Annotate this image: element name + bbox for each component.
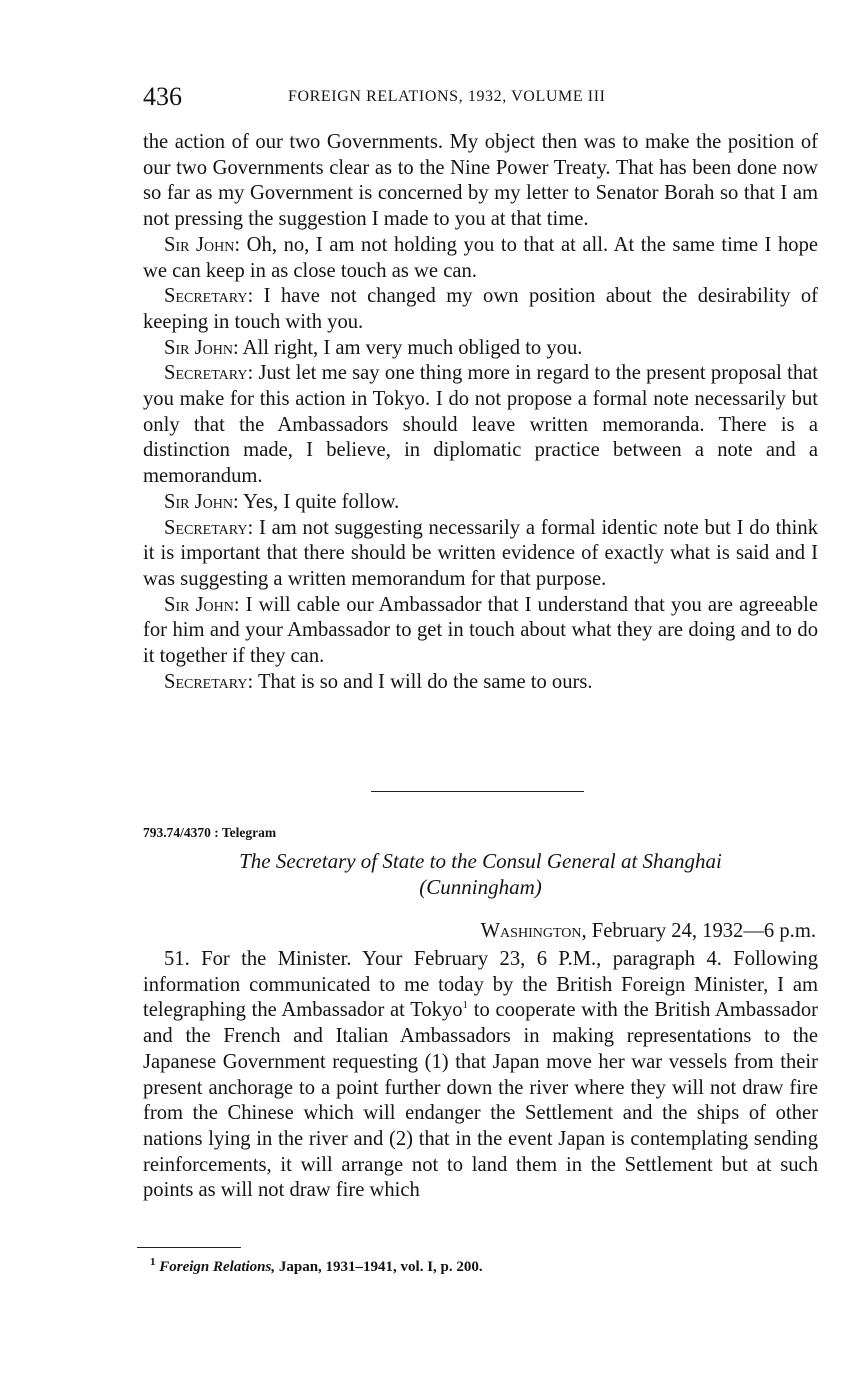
footnote-number: 1 [150, 1256, 156, 1268]
paragraph-text: All right, I am very much obliged to you. [238, 336, 583, 359]
paragraph-text: I will cable our Ambassador that I understand that you are agreeable for him and your Ambassador to get in touch about what they are doing and to do it together if they can. [143, 593, 819, 668]
paragraph [143, 336, 818, 362]
dateline [143, 920, 816, 943]
paragraph [143, 130, 818, 233]
speaker-label: Sir John: [164, 233, 241, 256]
footnote-text: Japan, 1931–1941, vol. I, p. 200. [275, 1259, 483, 1275]
dateline-place: Washington, [480, 920, 587, 942]
paragraph-text: I am not suggesting necessarily a formal identic note but I do think it is important that there should be written evidence of exactly what is said and I was suggesting a written memorandum for that purpose. [143, 516, 818, 590]
paragraph-text: That is so and I will do the same to ours. [253, 670, 593, 693]
paragraph [143, 490, 818, 516]
speaker-label: Sir John: [164, 490, 239, 513]
footnote-title: Foreign Relations, [159, 1259, 276, 1275]
paragraph-text: to cooperate with the British Ambassador and the French and Italian Ambassadors in making representations to the Japanese Government requesting (1) that Japan move her war vessels from their present anchorage to a point further down the river where they will not draw fire from the Chinese which will endanger the Settlement and the ships of other nations lying in the river and (2) that in the event Japan is contemplating sending reinforcements, it will arrange not to land them in the Settlement but at such points as will not draw fire which [143, 999, 818, 1202]
running-head: FOREIGN RELATIONS, 1932, VOLUME III [288, 88, 606, 105]
file-reference: 793.74/4370 : Telegram [143, 825, 277, 840]
paragraph [143, 593, 818, 670]
paragraph [143, 233, 818, 284]
paragraph-text: the action of our two Governments. My object then was to make the position of our two Governments clear as to the Nine Power Treaty. That has been done now so far as my Government is concerned by my letter to Senator Borah so that I am not pressing the suggestion I made to you at that time. [143, 131, 818, 231]
paragraph-text: I have not changed my own position about the desirability of keeping in touch with you. [143, 285, 818, 333]
conversation-text [143, 130, 818, 695]
speaker-label: Secretary: [164, 670, 254, 693]
title-line: (Cunningham) [419, 875, 542, 899]
speaker-label: Sir John: [164, 593, 240, 616]
paragraph [143, 670, 818, 696]
speaker-label: Secretary: [164, 516, 254, 539]
footnote-rule [137, 1247, 241, 1248]
page-header [143, 82, 818, 114]
document-title [143, 848, 818, 900]
speaker-label: Sir John: [164, 336, 239, 359]
section-divider [371, 791, 584, 792]
paragraph-text: Yes, I quite follow. [238, 490, 400, 513]
paragraph [143, 361, 818, 490]
paragraph-text: Oh, no, I am not holding you to that at all. At the same time I hope we can keep in as close touch as we can. [143, 233, 819, 282]
title-line: The Secretary of State to the Consul General at Shanghai [239, 849, 722, 873]
paragraph [143, 947, 818, 1204]
footnote [150, 1256, 483, 1276]
dateline-date: February 24, 1932—6 p.m. [586, 920, 816, 942]
footnote-marker: 1 [462, 999, 469, 1012]
paragraph [143, 516, 818, 593]
speaker-label: Secretary: [164, 285, 254, 308]
paragraph [143, 284, 818, 335]
paragraph-text: 51. For the Minister. Your February 23, 6 P.M., paragraph 4. Following information communicated to me today by the British Foreign Minister, I am telegraphing the Ambassador at Tokyo [143, 948, 818, 1022]
page-number: 436 [143, 82, 182, 111]
paragraph-text: Just let me say one thing more in regard to the present proposal that you make for this action in Tokyo. I do not propose a formal note necessarily but only that the Ambassadors should leave written memoranda. There is a distinction made, I believe, in diplomatic practice between a note and a memorandum. [143, 362, 818, 488]
telegram-body [143, 947, 818, 1204]
speaker-label: Secretary: [164, 362, 254, 385]
